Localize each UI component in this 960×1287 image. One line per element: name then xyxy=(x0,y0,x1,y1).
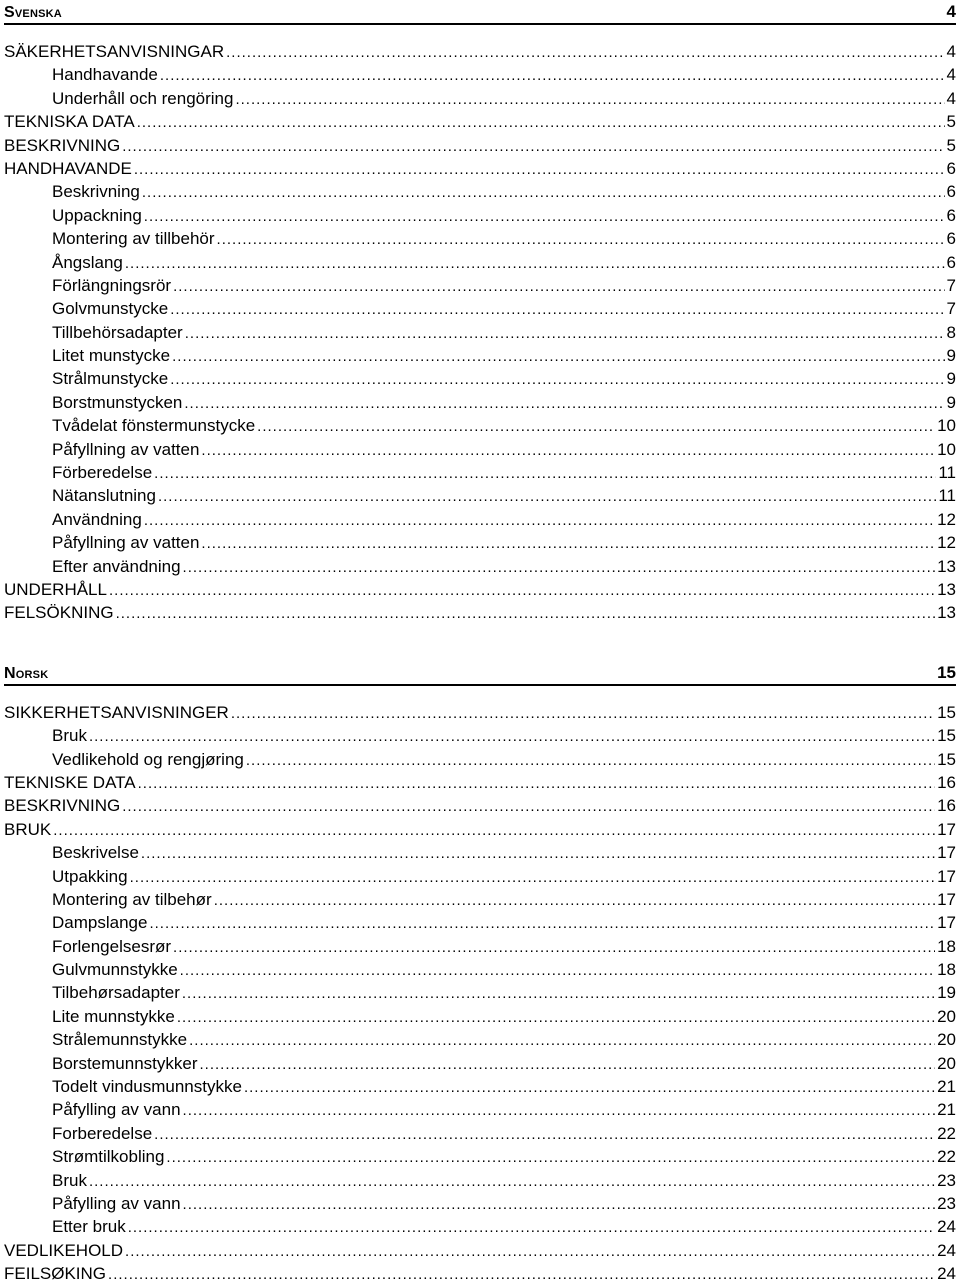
toc-entry-label: Borstemunnstykker xyxy=(52,1053,198,1073)
dot-leader xyxy=(184,392,944,415)
dot-leader xyxy=(170,298,944,321)
toc-entry[interactable] xyxy=(4,63,956,86)
dot-leader xyxy=(53,819,935,842)
toc-entry-label: Efter användning xyxy=(52,556,181,576)
dot-leader xyxy=(108,1263,935,1286)
toc-entry-label: BRUK xyxy=(4,819,52,839)
toc-entry-page: 17 xyxy=(937,843,956,863)
toc-list-svenska xyxy=(4,40,956,625)
toc-entry-label: Forlengelsesrør xyxy=(52,936,172,956)
toc-entry[interactable] xyxy=(4,1052,956,1075)
toc-entry[interactable] xyxy=(4,888,956,911)
dot-leader xyxy=(125,252,945,275)
toc-entry[interactable] xyxy=(4,841,956,864)
toc-entry[interactable] xyxy=(4,157,956,180)
toc-entry[interactable] xyxy=(4,1005,956,1028)
toc-entry-label: FEILSØKING xyxy=(4,1264,107,1284)
toc-entry-label: Påfylling av vann xyxy=(52,1100,181,1120)
dot-leader xyxy=(235,88,944,111)
toc-entry[interactable] xyxy=(4,438,956,461)
toc-entry-page: 20 xyxy=(937,1030,956,1050)
toc-entry-page: 7 xyxy=(946,299,956,319)
dot-leader xyxy=(116,602,935,625)
toc-entry-page: 10 xyxy=(937,416,956,436)
toc-entry-page: 20 xyxy=(937,1006,956,1026)
toc-entry-label: Tvådelat fönstermunstycke xyxy=(52,416,256,436)
toc-entry[interactable] xyxy=(4,701,956,724)
toc-entry[interactable] xyxy=(4,1215,956,1238)
toc-entry[interactable] xyxy=(4,1145,956,1168)
toc-entry-label: Borstmunstycken xyxy=(52,392,183,412)
toc-entry-page: 13 xyxy=(937,556,956,576)
toc-entry-label: TEKNISKE DATA xyxy=(4,772,136,792)
toc-entry[interactable] xyxy=(4,555,956,578)
toc-entry[interactable] xyxy=(4,981,956,1004)
toc-entry-page: 5 xyxy=(946,112,956,132)
dot-leader xyxy=(128,1216,935,1239)
dot-leader xyxy=(154,462,936,485)
dot-leader xyxy=(257,415,935,438)
toc-entry-page: 4 xyxy=(946,65,956,85)
toc-entry-page: 9 xyxy=(946,392,956,412)
dot-leader xyxy=(177,1006,935,1029)
dot-leader xyxy=(172,345,944,368)
toc-entry-label: Ångslang xyxy=(52,252,123,272)
dot-leader xyxy=(201,439,935,462)
toc-entry-page: 18 xyxy=(937,960,956,980)
toc-entry[interactable] xyxy=(4,134,956,157)
toc-entry[interactable] xyxy=(4,227,956,250)
dot-leader xyxy=(89,1170,935,1193)
section-header-norsk xyxy=(4,661,956,686)
toc-entry-label: Bruk xyxy=(52,1170,87,1190)
toc-entry[interactable] xyxy=(4,1239,956,1262)
toc-entry[interactable] xyxy=(4,601,956,624)
dot-leader xyxy=(189,1029,935,1052)
dot-leader xyxy=(141,842,935,865)
toc-entry[interactable] xyxy=(4,1075,956,1098)
dot-leader xyxy=(183,1193,936,1216)
toc-entry-page: 21 xyxy=(937,1077,956,1097)
dot-leader xyxy=(201,532,935,555)
dot-leader xyxy=(142,181,945,204)
toc-entry-page: 17 xyxy=(937,819,956,839)
toc-entry[interactable] xyxy=(4,297,956,320)
toc-entry[interactable] xyxy=(4,958,956,981)
dot-leader xyxy=(200,1053,936,1076)
toc-entry[interactable] xyxy=(4,1262,956,1285)
toc-entry[interactable] xyxy=(4,484,956,507)
toc-entry-page: 6 xyxy=(946,158,956,178)
dot-leader xyxy=(122,795,935,818)
toc-entry-label: Beskrivning xyxy=(52,182,140,202)
dot-leader xyxy=(160,64,945,87)
toc-entry-label: Gulvmunnstykke xyxy=(52,960,178,980)
toc-entry-page: 17 xyxy=(937,866,956,886)
toc-entry-label: Lite munnstykke xyxy=(52,1006,175,1026)
dot-leader xyxy=(180,959,935,982)
toc-entry-label: Etter bruk xyxy=(52,1217,126,1237)
toc-entry[interactable] xyxy=(4,461,956,484)
toc-entry-page: 12 xyxy=(937,533,956,553)
toc-entry-page: 15 xyxy=(937,726,956,746)
toc-entry[interactable] xyxy=(4,1098,956,1121)
toc-entry[interactable] xyxy=(4,274,956,297)
toc-entry[interactable] xyxy=(4,180,956,203)
toc-entry[interactable] xyxy=(4,367,956,390)
toc-entry-label: Bruk xyxy=(52,726,87,746)
toc-entry-label: Todelt vindusmunnstykke xyxy=(52,1077,242,1097)
toc-entry-label: BESKRIVNING xyxy=(4,135,121,155)
toc-entry-page: 19 xyxy=(937,983,956,1003)
toc-entry-label: Dampslange xyxy=(52,913,148,933)
toc-entry-page: 20 xyxy=(937,1053,956,1073)
toc-entry-page: 10 xyxy=(937,439,956,459)
toc-entry[interactable] xyxy=(4,344,956,367)
dot-leader xyxy=(173,936,935,959)
section-page-number: 4 xyxy=(946,2,956,21)
toc-entry-label: HANDHAVANDE xyxy=(4,158,132,178)
toc-entry-label: Golvmunstycke xyxy=(52,299,169,319)
dot-leader xyxy=(134,158,945,181)
toc-entry-label: Strålemunnstykke xyxy=(52,1030,188,1050)
toc-entry-page: 22 xyxy=(937,1123,956,1143)
toc-entry[interactable] xyxy=(4,1192,956,1215)
dot-leader xyxy=(182,982,935,1005)
toc-entry-page: 17 xyxy=(937,889,956,909)
dot-leader xyxy=(170,368,944,391)
toc-entry-page: 24 xyxy=(937,1240,956,1260)
dot-leader xyxy=(214,889,935,912)
dot-leader xyxy=(89,725,935,748)
dot-leader xyxy=(144,205,945,228)
toc-entry-label: Tilbehørsadapter xyxy=(52,983,180,1003)
toc-entry-page: 17 xyxy=(937,913,956,933)
toc-entry-label: Underhåll och rengöring xyxy=(52,88,234,108)
toc-entry[interactable] xyxy=(4,531,956,554)
toc-entry-page: 15 xyxy=(937,702,956,722)
toc-entry[interactable] xyxy=(4,1169,956,1192)
toc-entry-label: Utpakking xyxy=(52,866,128,886)
dot-leader xyxy=(144,509,935,532)
toc-entry-label: Strømtilkobling xyxy=(52,1147,165,1167)
toc-entry-label: VEDLIKEHOLD xyxy=(4,1240,124,1260)
toc-entry-label: Beskrivelse xyxy=(52,843,139,863)
toc-entry-page: 13 xyxy=(937,603,956,623)
dot-leader xyxy=(130,866,935,889)
toc-entry[interactable] xyxy=(4,40,956,63)
toc-entry-page: 22 xyxy=(937,1147,956,1167)
dot-leader xyxy=(217,228,945,251)
toc-entry[interactable] xyxy=(4,391,956,414)
dot-leader xyxy=(183,556,936,579)
toc-entry-page: 9 xyxy=(946,346,956,366)
dot-leader xyxy=(122,135,944,158)
toc-entry[interactable] xyxy=(4,771,956,794)
toc-entry-label: Uppackning xyxy=(52,205,142,225)
dot-leader xyxy=(125,1240,935,1263)
toc-entry-label: Påfylling av vann xyxy=(52,1193,181,1213)
toc-entry[interactable] xyxy=(4,110,956,133)
toc-entry-label: SÄKERHETSANVISNINGAR xyxy=(4,42,225,61)
dot-leader xyxy=(244,1076,935,1099)
toc-entry-label: SIKKERHETSANVISNINGER xyxy=(4,702,229,722)
toc-entry-label: Tillbehörsadapter xyxy=(52,322,183,342)
toc-entry-label: Vedlikehold og rengjøring xyxy=(52,749,244,769)
section-title: Norsk xyxy=(4,664,49,682)
dot-leader xyxy=(185,322,945,345)
toc-entry-page: 23 xyxy=(937,1193,956,1213)
toc-entry-page: 15 xyxy=(937,749,956,769)
toc-entry-label: Förlängningsrör xyxy=(52,275,172,295)
toc-entry-page: 6 xyxy=(946,182,956,202)
toc-entry[interactable] xyxy=(4,911,956,934)
toc-entry-page: 11 xyxy=(938,463,956,483)
toc-entry-page: 11 xyxy=(938,486,956,506)
toc-entry-page: 9 xyxy=(946,369,956,389)
toc-entry-page: 8 xyxy=(946,322,956,342)
toc-entry[interactable] xyxy=(4,794,956,817)
toc-entry-label: BESKRIVNING xyxy=(4,796,121,816)
toc-entry-page: 6 xyxy=(946,205,956,225)
toc-entry[interactable] xyxy=(4,414,956,437)
toc-entry[interactable] xyxy=(4,87,956,110)
toc-entry-label: Strålmunstycke xyxy=(52,369,169,389)
toc-entry-label: Handhavande xyxy=(52,65,158,85)
dot-leader xyxy=(166,1146,935,1169)
toc-entry-label: Påfyllning av vatten xyxy=(52,533,200,553)
toc-entry-page: 23 xyxy=(937,1170,956,1190)
toc-entry[interactable] xyxy=(4,818,956,841)
toc-entry-page: 4 xyxy=(946,42,956,61)
dot-leader xyxy=(226,41,944,64)
toc-entry-label: UNDERHÅLL xyxy=(4,579,107,599)
toc-entry-page: 4 xyxy=(946,88,956,108)
toc-entry-page: 7 xyxy=(946,275,956,295)
toc-entry[interactable] xyxy=(4,748,956,771)
toc-entry-label: Påfyllning av vatten xyxy=(52,439,200,459)
toc-entry-page: 13 xyxy=(937,579,956,599)
toc-entry-page: 24 xyxy=(937,1264,956,1284)
toc-entry-page: 6 xyxy=(946,229,956,249)
section-page-number: 15 xyxy=(937,662,956,682)
toc-entry-label: Forberedelse xyxy=(52,1123,153,1143)
dot-leader xyxy=(154,1123,935,1146)
toc-entry-label: Förberedelse xyxy=(52,463,153,483)
toc-entry-page: 12 xyxy=(937,509,956,529)
toc-entry-page: 18 xyxy=(937,936,956,956)
dot-leader xyxy=(231,702,935,725)
toc-entry[interactable] xyxy=(4,935,956,958)
toc-entry-label: Montering av tilbehør xyxy=(52,889,212,909)
toc-entry[interactable] xyxy=(4,251,956,274)
toc-entry-label: Nätanslutning xyxy=(52,486,156,506)
dot-leader xyxy=(246,749,935,772)
toc-entry-page: 6 xyxy=(946,252,956,272)
toc-entry-label: Litet munstycke xyxy=(52,346,171,366)
toc-entry-page: 16 xyxy=(937,796,956,816)
toc-entry[interactable] xyxy=(4,578,956,601)
toc-entry[interactable] xyxy=(4,724,956,747)
toc-entry-page: 24 xyxy=(937,1217,956,1237)
toc-entry[interactable] xyxy=(4,204,956,227)
toc-entry-label: Användning xyxy=(52,509,142,529)
toc-list-norsk xyxy=(4,701,956,1286)
toc-entry[interactable] xyxy=(4,321,956,344)
section-title: Svenska xyxy=(4,4,62,21)
toc-entry-label: FELSÖKNING xyxy=(4,603,114,623)
section-header-svenska xyxy=(4,0,956,25)
toc-entry[interactable] xyxy=(4,508,956,531)
dot-leader xyxy=(158,485,936,508)
dot-leader xyxy=(173,275,944,298)
toc-entry-label: TEKNISKA DATA xyxy=(4,112,135,132)
dot-leader xyxy=(183,1099,936,1122)
toc-entry-label: Montering av tillbehör xyxy=(52,229,215,249)
toc-entry-page: 16 xyxy=(937,772,956,792)
toc-entry-page: 5 xyxy=(946,135,956,155)
dot-leader xyxy=(138,772,935,795)
table-of-contents xyxy=(4,0,956,1286)
toc-entry[interactable] xyxy=(4,1028,956,1051)
dot-leader xyxy=(149,912,935,935)
dot-leader xyxy=(137,111,945,134)
toc-entry[interactable] xyxy=(4,1122,956,1145)
toc-entry[interactable] xyxy=(4,865,956,888)
dot-leader xyxy=(109,579,935,602)
toc-entry-page: 21 xyxy=(937,1100,956,1120)
